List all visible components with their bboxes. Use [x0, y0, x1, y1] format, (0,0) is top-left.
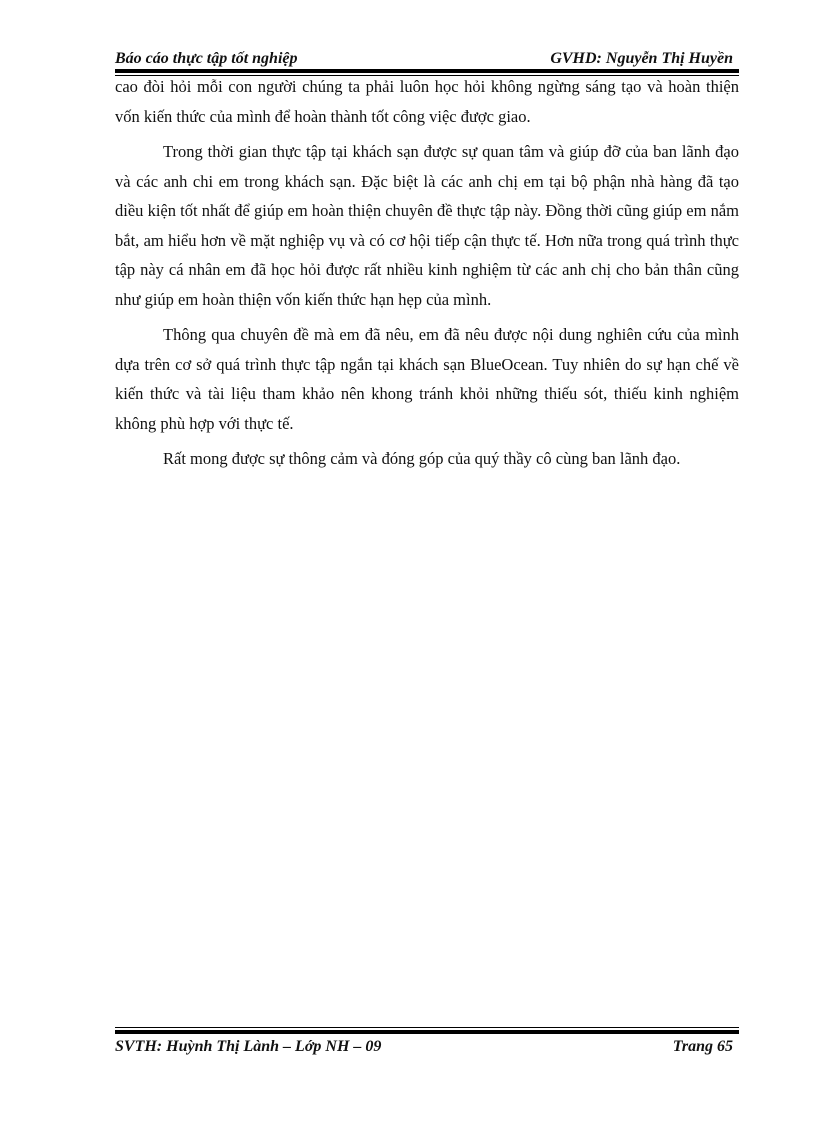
paragraph-internship-support: Trong thời gian thực tập tại khách sạn được sự quan tâm và giúp đỡ của ban lãnh đạo và các anh chi em trong khách sạn. Đặc biệt là các anh chị em tại bộ phận nhà hàng đã tạo diều kiện tốt nhất để giúp em hoàn thiện chuyên đề thực tập này. Đồng thời cũng giúp em nắm bắt, am hiểu hơn về mặt nghiệp vụ và có cơ hội tiếp cận thực tế. Hơn nữa trong quá trình thực tập này cá nhân em đã học hỏi được rất nhiều kinh nghiệm từ các anh chị cho bản thân cũng như giúp em hoàn thiện vốn kiến thức hạn hẹp của mình.: [115, 142, 739, 309]
page-number: Trang 65: [672, 1038, 733, 1055]
footer-rule-thick: [115, 1030, 739, 1034]
paragraph-closing: Rất mong được sự thông cảm và đóng góp của quý thầy cô cùng ban lãnh đạo.: [163, 449, 681, 468]
page-footer: [115, 1036, 739, 1062]
header-report-title: Báo cáo thực tập tốt nghiệp: [115, 50, 298, 67]
paragraph-research-summary: Thông qua chuyên đề mà em đã nêu, em đã nêu được nội dung nghiên cứu của mình dựa trên cơ sở quá trình thực tập ngắn tại khách sạn BlueOcean. Tuy nhiên do sự hạn chế về kiến thức và tài liệu tham khảo nên khong tránh khỏi những thiếu sót, thiếu kinh nghiệm không phù hợp với thực tế.: [115, 325, 739, 433]
document-body: [115, 72, 739, 480]
footer-rule-thin: [115, 1027, 739, 1028]
header-supervisor: GVHD: Nguyễn Thị Huyền: [550, 50, 733, 67]
footer-student-info: SVTH: Huỳnh Thị Lành – Lớp NH – 09: [115, 1038, 382, 1055]
paragraph-continuation: cao đòi hỏi mỗi con người chúng ta phải luôn học hỏi không ngừng sáng tạo và hoàn thiện vốn kiến thức của mình để hoàn thành tốt công việc được giao.: [115, 77, 739, 126]
